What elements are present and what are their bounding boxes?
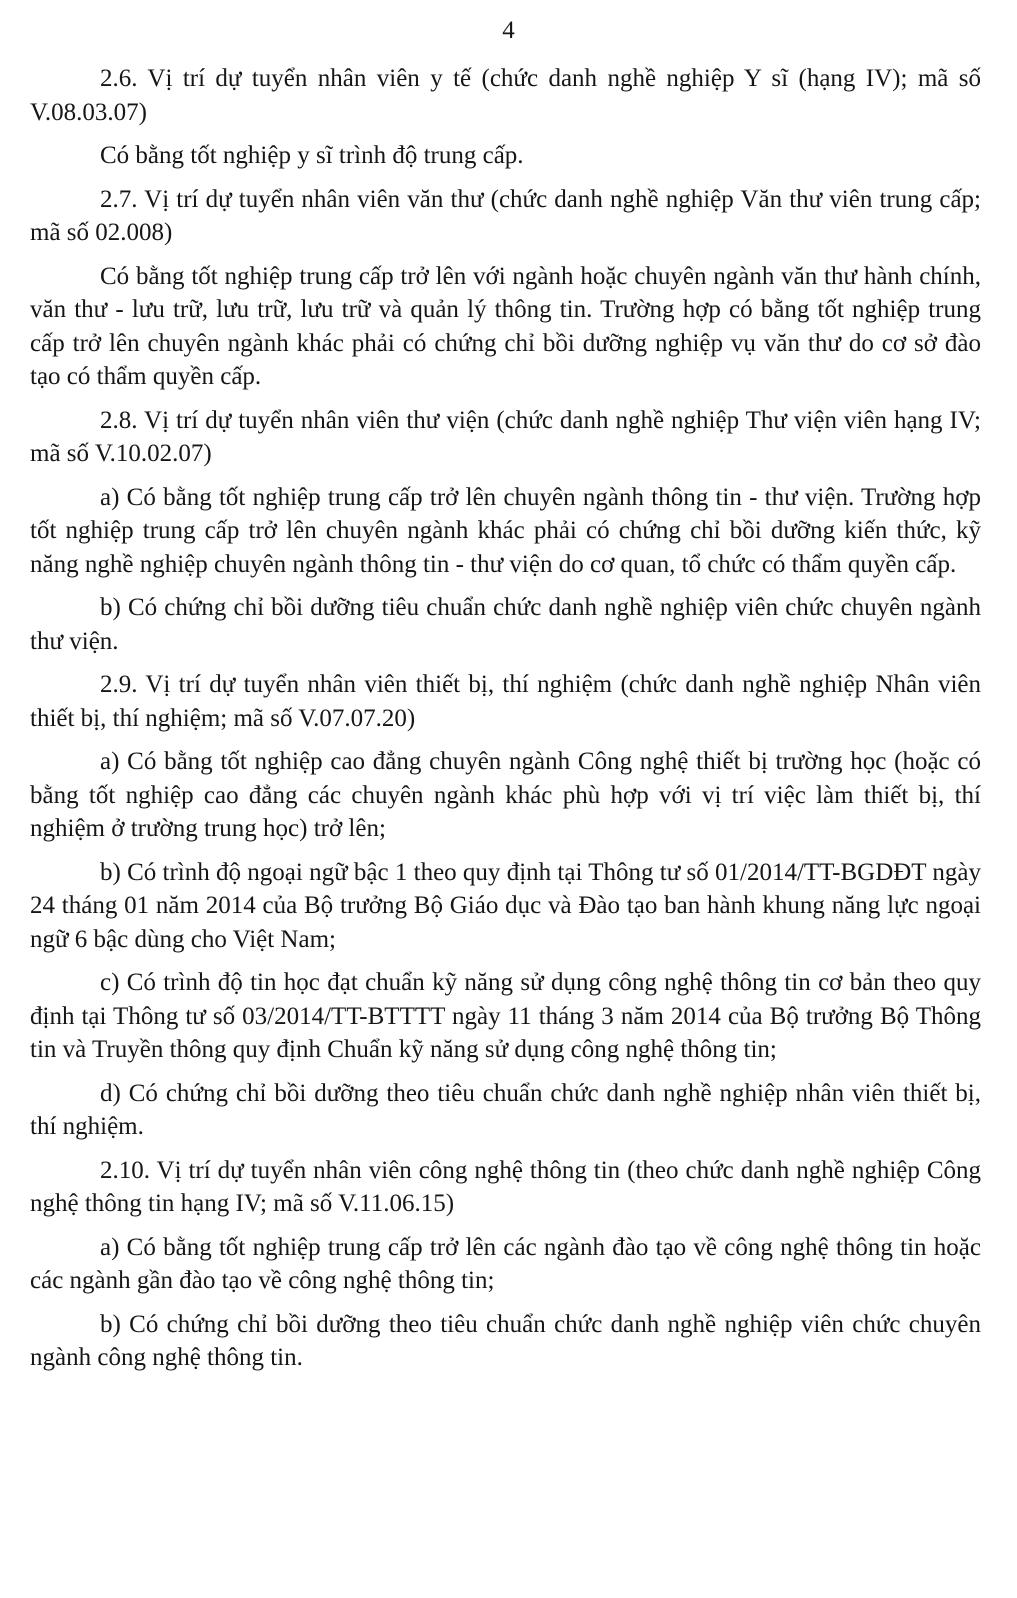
page-number: 4 [502, 17, 515, 44]
section-2-9-item-b: b) Có trình độ ngoại ngữ bậc 1 theo quy định tại Thông tư số 01/2014/TT-BGDĐT ngày 24 tháng 01 năm 2014 của Bộ trưởng Bộ Giáo dục và Đào tạo ban hành khung năng lực ngoại ngữ 6 bậc dùng cho Việt Nam; [30, 858, 981, 953]
section-2-8-item-a: a) Có bằng tốt nghiệp trung cấp trở lên chuyên ngành thông tin - thư viện. Trường hợp tốt nghiệp trung cấp trở lên chuyên ngành khác phải có chứng chỉ bồi dưỡng kiến thức, kỹ năng nghề nghiệp chuyên ngành thông tin - thư viện do cơ quan, tổ chức có thẩm quyền cấp. [30, 483, 981, 578]
section-2-9-heading: 2.9. Vị trí dự tuyển nhân viên thiết bị, thí nghiệm (chức danh nghề nghiệp Nhân viên thiết bị, thí nghiệm; mã số V.07.07.20) [30, 671, 981, 732]
section-2-6-requirement: Có bằng tốt nghiệp y sĩ trình độ trung cấp. [100, 142, 524, 169]
section-2-10-item-a: a) Có bằng tốt nghiệp trung cấp trở lên các ngành đào tạo về công nghệ thông tin hoặc các ngành gần đào tạo về công nghệ thông tin; [30, 1233, 981, 1294]
section-2-6-heading: 2.6. Vị trí dự tuyển nhân viên y tế (chức danh nghề nghiệp Y sĩ (hạng IV); mã số V.08.03.07) [30, 65, 981, 126]
section-2-10-item-b: b) Có chứng chỉ bồi dưỡng theo tiêu chuẩn chức danh nghề nghiệp viên chức chuyên ngành công nghệ thông tin. [30, 1310, 981, 1371]
section-2-8-item-b: b) Có chứng chỉ bồi dưỡng tiêu chuẩn chức danh nghề nghiệp viên chức chuyên ngành thư viện. [30, 594, 981, 655]
section-2-9-item-a: a) Có bằng tốt nghiệp cao đẳng chuyên ngành Công nghệ thiết bị trường học (hoặc có bằng tốt nghiệp cao đẳng các chuyên ngành khác phù hợp với vị trí việc làm thiết bị, thí nghiệm ở trường trung học) trở lên; [30, 748, 981, 842]
section-2-9-item-d: d) Có chứng chỉ bồi dưỡng theo tiêu chuẩn chức danh nghề nghiệp nhân viên thiết bị, thí nghiệm. [30, 1079, 981, 1140]
section-2-7-heading: 2.7. Vị trí dự tuyển nhân viên văn thư (chức danh nghề nghiệp Văn thư viên trung cấp; mã số 02.008) [30, 185, 981, 246]
section-2-9-item-c: c) Có trình độ tin học đạt chuẩn kỹ năng sử dụng công nghệ thông tin cơ bản theo quy định tại Thông tư số 03/2014/TT-BTTTT ngày 11 tháng 3 năm 2014 của Bộ trưởng Bộ Thông tin và Truyền thông quy định Chuẩn kỹ năng sử dụng công nghệ thông tin; [30, 969, 981, 1063]
section-2-7-requirement: Có bằng tốt nghiệp trung cấp trở lên với ngành hoặc chuyên ngành văn thư hành chính, văn thư - lưu trữ, lưu trữ, lưu trữ và quản lý thông tin. Trường hợp có bằng tốt nghiệp trung cấp trở lên chuyên ngành khác phải có chứng chỉ bồi dưỡng nghiệp vụ văn thư do cơ sở đào tạo có thẩm quyền cấp. [30, 262, 981, 390]
section-2-8-heading: 2.8. Vị trí dự tuyển nhân viên thư viện (chức danh nghề nghiệp Thư viện viên hạng IV; mã số V.10.02.07) [30, 406, 981, 467]
document-body [30, 62, 981, 1385]
section-2-10-heading: 2.10. Vị trí dự tuyển nhân viên công nghệ thông tin (theo chức danh nghề nghiệp Công nghệ thông tin hạng IV; mã số V.11.06.15) [30, 1156, 981, 1217]
